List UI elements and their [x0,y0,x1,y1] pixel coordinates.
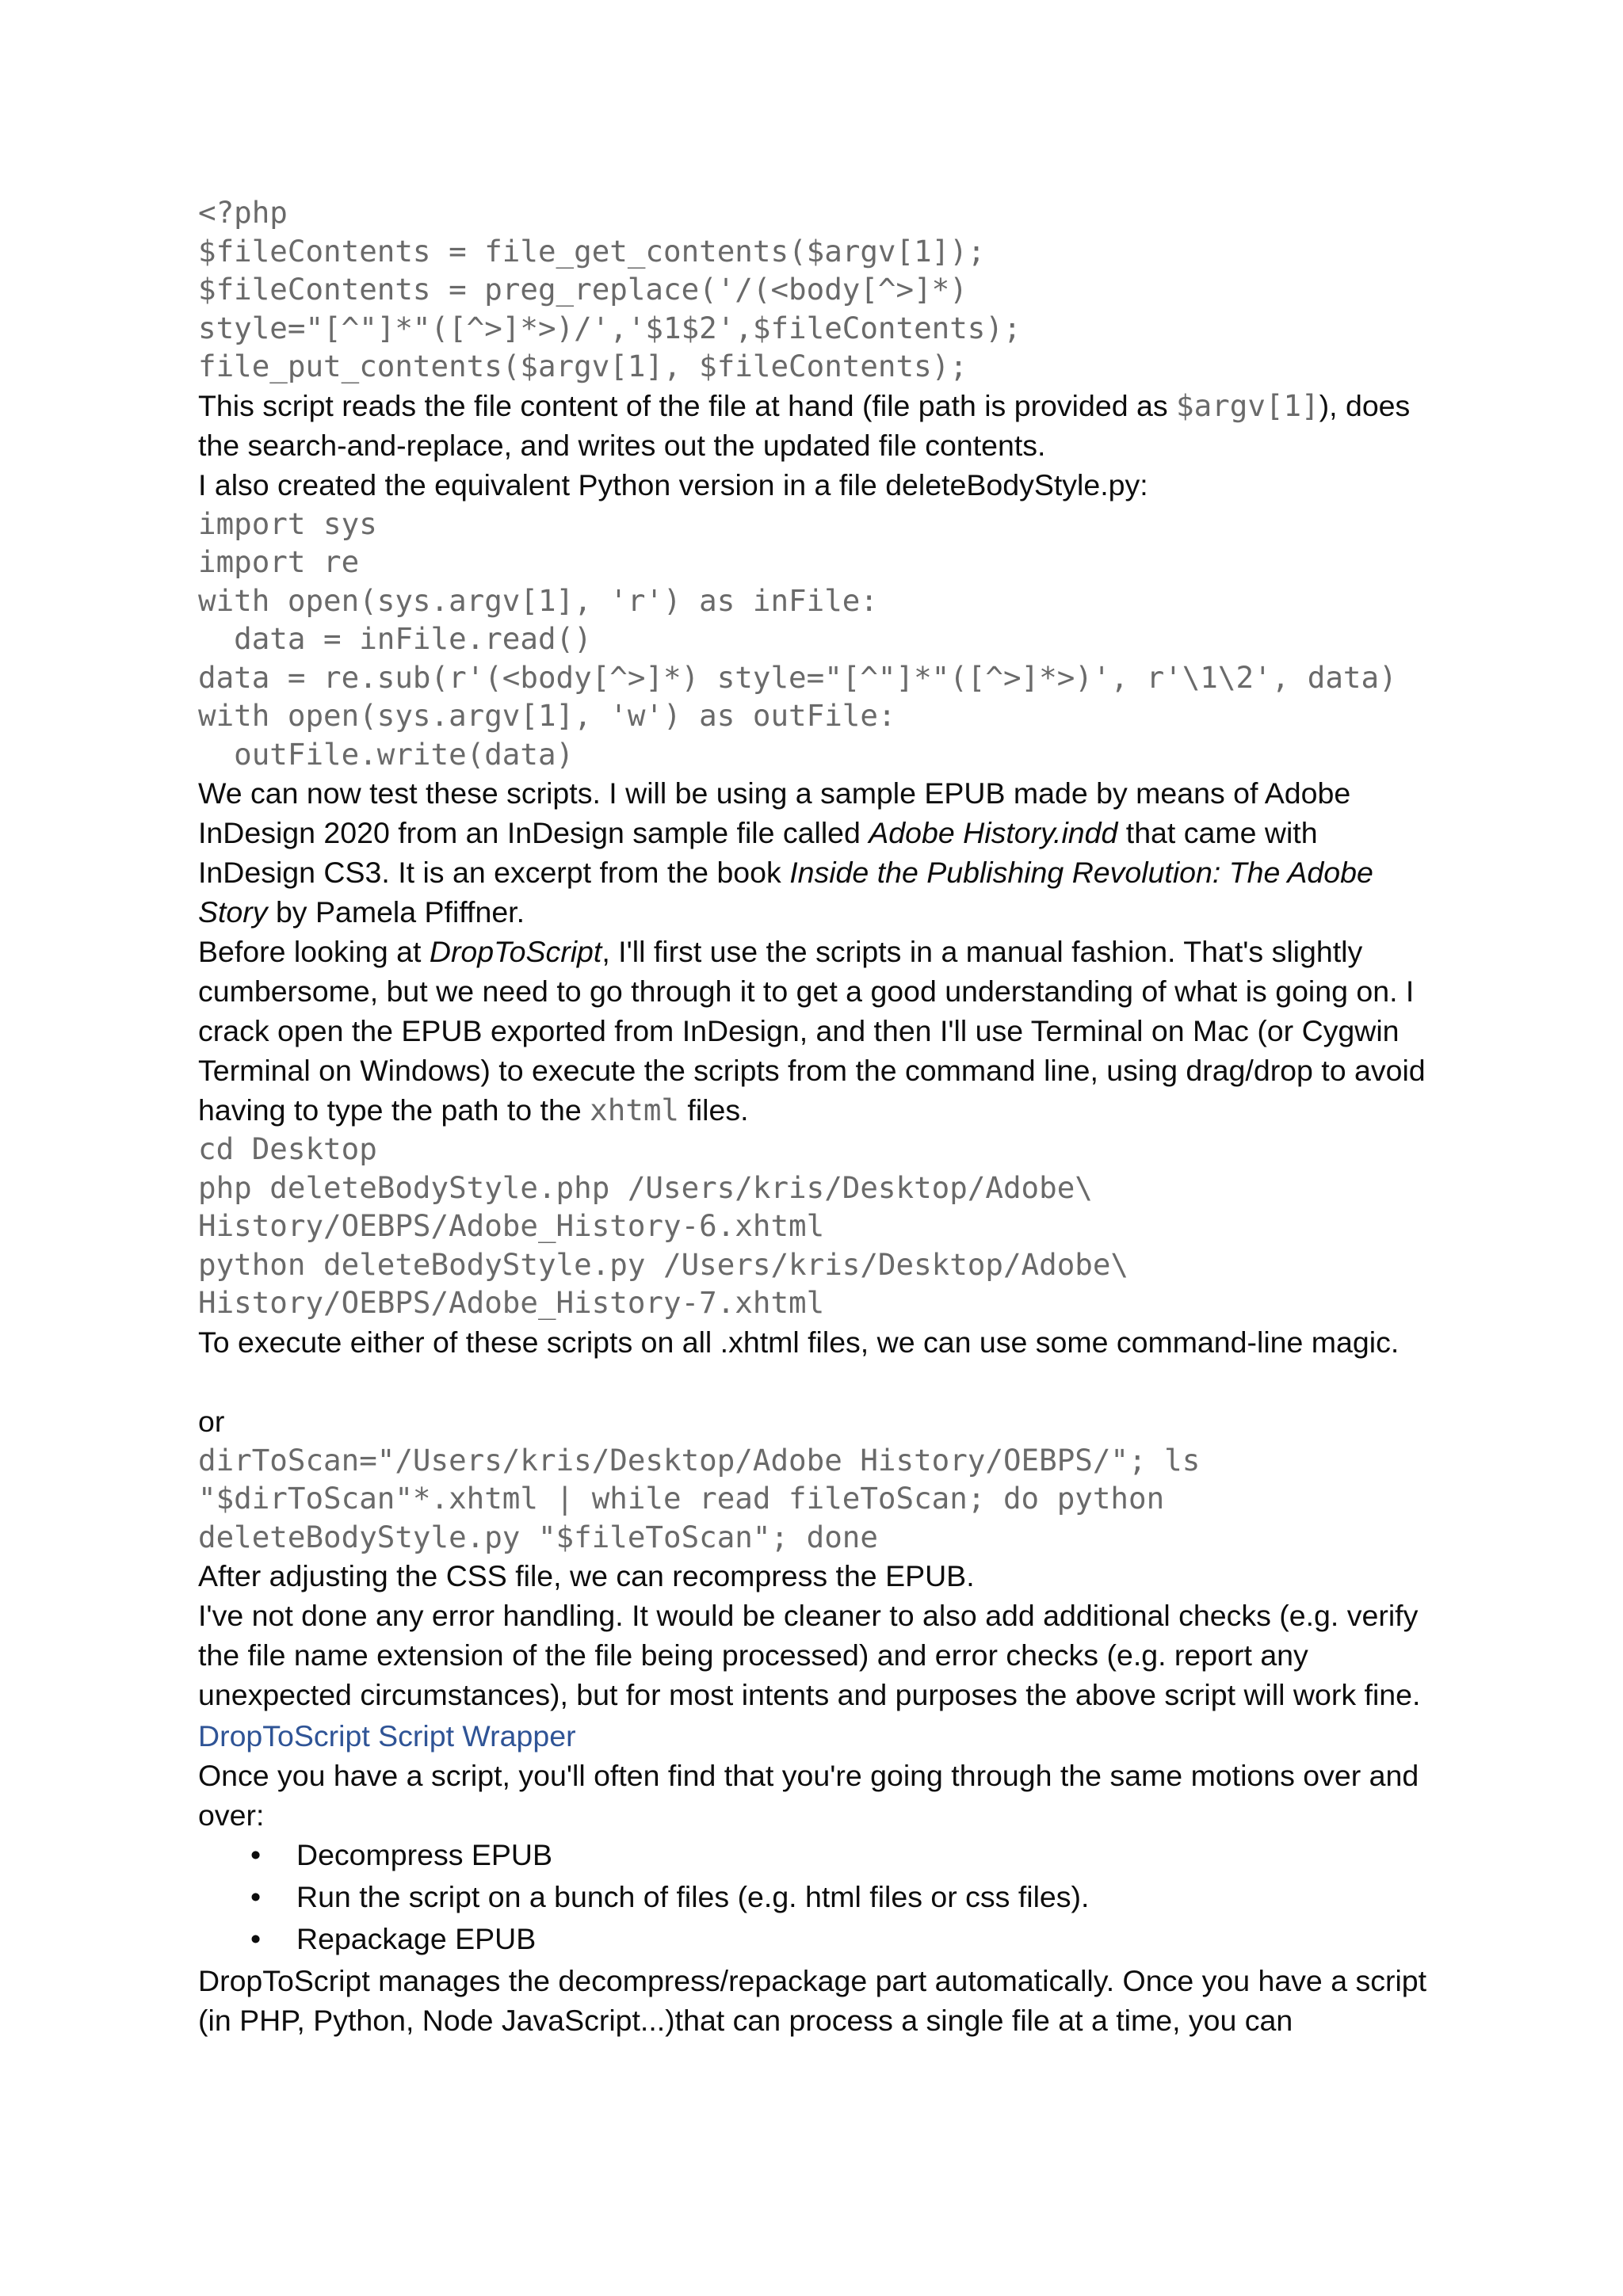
paragraph-same-motions: Once you have a script, you'll often find that you're going through the same motions over and over: [198,1759,1419,1832]
code-line: style="[^"]*"([^>]*>)/','$1$2',$fileContents); [198,310,1022,345]
php-code-block [198,193,1442,386]
inline-code: $argv[1] [1176,387,1319,423]
code-line: import sys [198,505,377,541]
paragraph-recompress: After adjusting the CSS file, we can recompress the EPUB. [198,1559,975,1592]
text-run: This script reads the file content of the file at hand (file path is provided as [198,388,1177,422]
list-item [198,1919,1442,1958]
code-line: php deleteBodyStyle.php /Users/kris/Desktop/Adobe\ [198,1169,1093,1205]
code-line: with open(sys.argv[1], 'r') as inFile: [198,582,878,618]
paragraph-command-line-magic: To execute either of these scripts on all .xhtml files, we can use some command-line magic. [198,1325,1400,1359]
list-item [198,1835,1442,1875]
empty-line [198,1362,1442,1402]
code-line: with open(sys.argv[1], 'w') as outFile: [198,698,896,733]
code-line: data = re.sub(r'(<body[^>]*) style="[^"]*"([^>]*>)', r'\1\2', data) [198,659,1397,695]
paragraph-droptoscript-manages: DropToScript manages the decompress/repackage part automatically. Once you have a script (in PHP, Python, Node JavaScript...)that can process a single file at a time, you can [198,1964,1427,2037]
code-line: <?php [198,195,288,230]
text-run: files. [679,1093,749,1127]
python-code-block [198,505,1442,774]
text-run: by Pamela Pfiffner. [267,895,525,929]
code-line: History/OEBPS/Adobe_History-6.xhtml [198,1208,825,1243]
paragraph-python-intro: I also created the equivalent Python version in a file deleteBodyStyle.py: [198,467,1148,502]
code-line: data = inFile.read() [198,621,592,656]
paragraph-sample-epub [198,773,1442,932]
code-line: import re [198,544,360,579]
italic-text: DropToScript [429,935,602,968]
code-line: cd Desktop [198,1131,377,1166]
paragraph-script-explanation [198,386,1442,465]
steps-list [198,1835,1442,1958]
inline-code: xhtml [590,1093,680,1127]
bullet-icon: • [250,1838,262,1871]
code-line: $fileContents = preg_replace('/(<body[^>]*) [198,272,968,307]
code-line: file_put_contents($argv[1], $fileContents); [198,349,968,383]
text-run: that came with InDesign CS3. It is an excerpt from the book [198,816,1318,889]
loop-code-block [198,1441,1442,1557]
terminal-code-block [198,1130,1442,1322]
italic-text: Adobe History.indd [869,816,1118,849]
text-run: Before looking at [198,935,430,968]
text-run: , I'll first use the scripts in a manual fashion. That's slightly cumbersome, but we need to go through it to get a good understanding of what is going on. I crack open the EPUB exported from InDesign, and then I'll use Terminal on Mac (or Cygwin Terminal on Windows) to execute the scripts from the command line, using drag/drop to avoid having to type the path to the [198,935,1426,1127]
code-line: dirToScan="/Users/kris/Desktop/Adobe History/OEBPS/"; ls [198,1442,1201,1478]
list-item-text: Run the script on a bunch of files (e.g. html files or css files). [296,1880,1090,1913]
text-run: We can now test these scripts. I will be using a sample EPUB made by means of Adobe InDesign 2020 from an InDesign sample file called [198,776,1351,849]
code-line: outFile.write(data) [198,736,575,772]
code-line: $fileContents = file_get_contents($argv[1]); [198,233,986,269]
code-line: python deleteBodyStyle.py /Users/kris/Desktop/Adobe\ [198,1246,1128,1282]
code-line: deleteBodyStyle.py "$fileToScan"; done [198,1519,878,1554]
bullet-icon: • [250,1880,262,1913]
list-item-text: Repackage EPUB [296,1922,537,1955]
section-heading: DropToScript Script Wrapper [198,1719,576,1753]
document-page [198,193,1442,2040]
list-item [198,1877,1442,1917]
list-item-text: Decompress EPUB [296,1838,553,1871]
code-line: History/OEBPS/Adobe_History-7.xhtml [198,1285,825,1320]
italic-text: Inside the Publishing Revolution: The Adobe Story [198,856,1373,929]
paragraph-or: or [198,1404,225,1438]
code-line: "$dirToScan"*.xhtml | while read fileToScan; do python [198,1481,1165,1516]
paragraph-error-handling: I've not done any error handling. It would be cleaner to also add additional checks (e.g. verify the file name extension of the file being processed) and error checks (e.g. report any unexpected circumstances), but for most intents and purposes the above script will work fine. [198,1599,1421,1711]
text-run: ), does the search-and-replace, and writes out the updated file contents. [198,388,1411,462]
bullet-icon: • [250,1922,262,1955]
paragraph-manual-usage [198,932,1442,1130]
